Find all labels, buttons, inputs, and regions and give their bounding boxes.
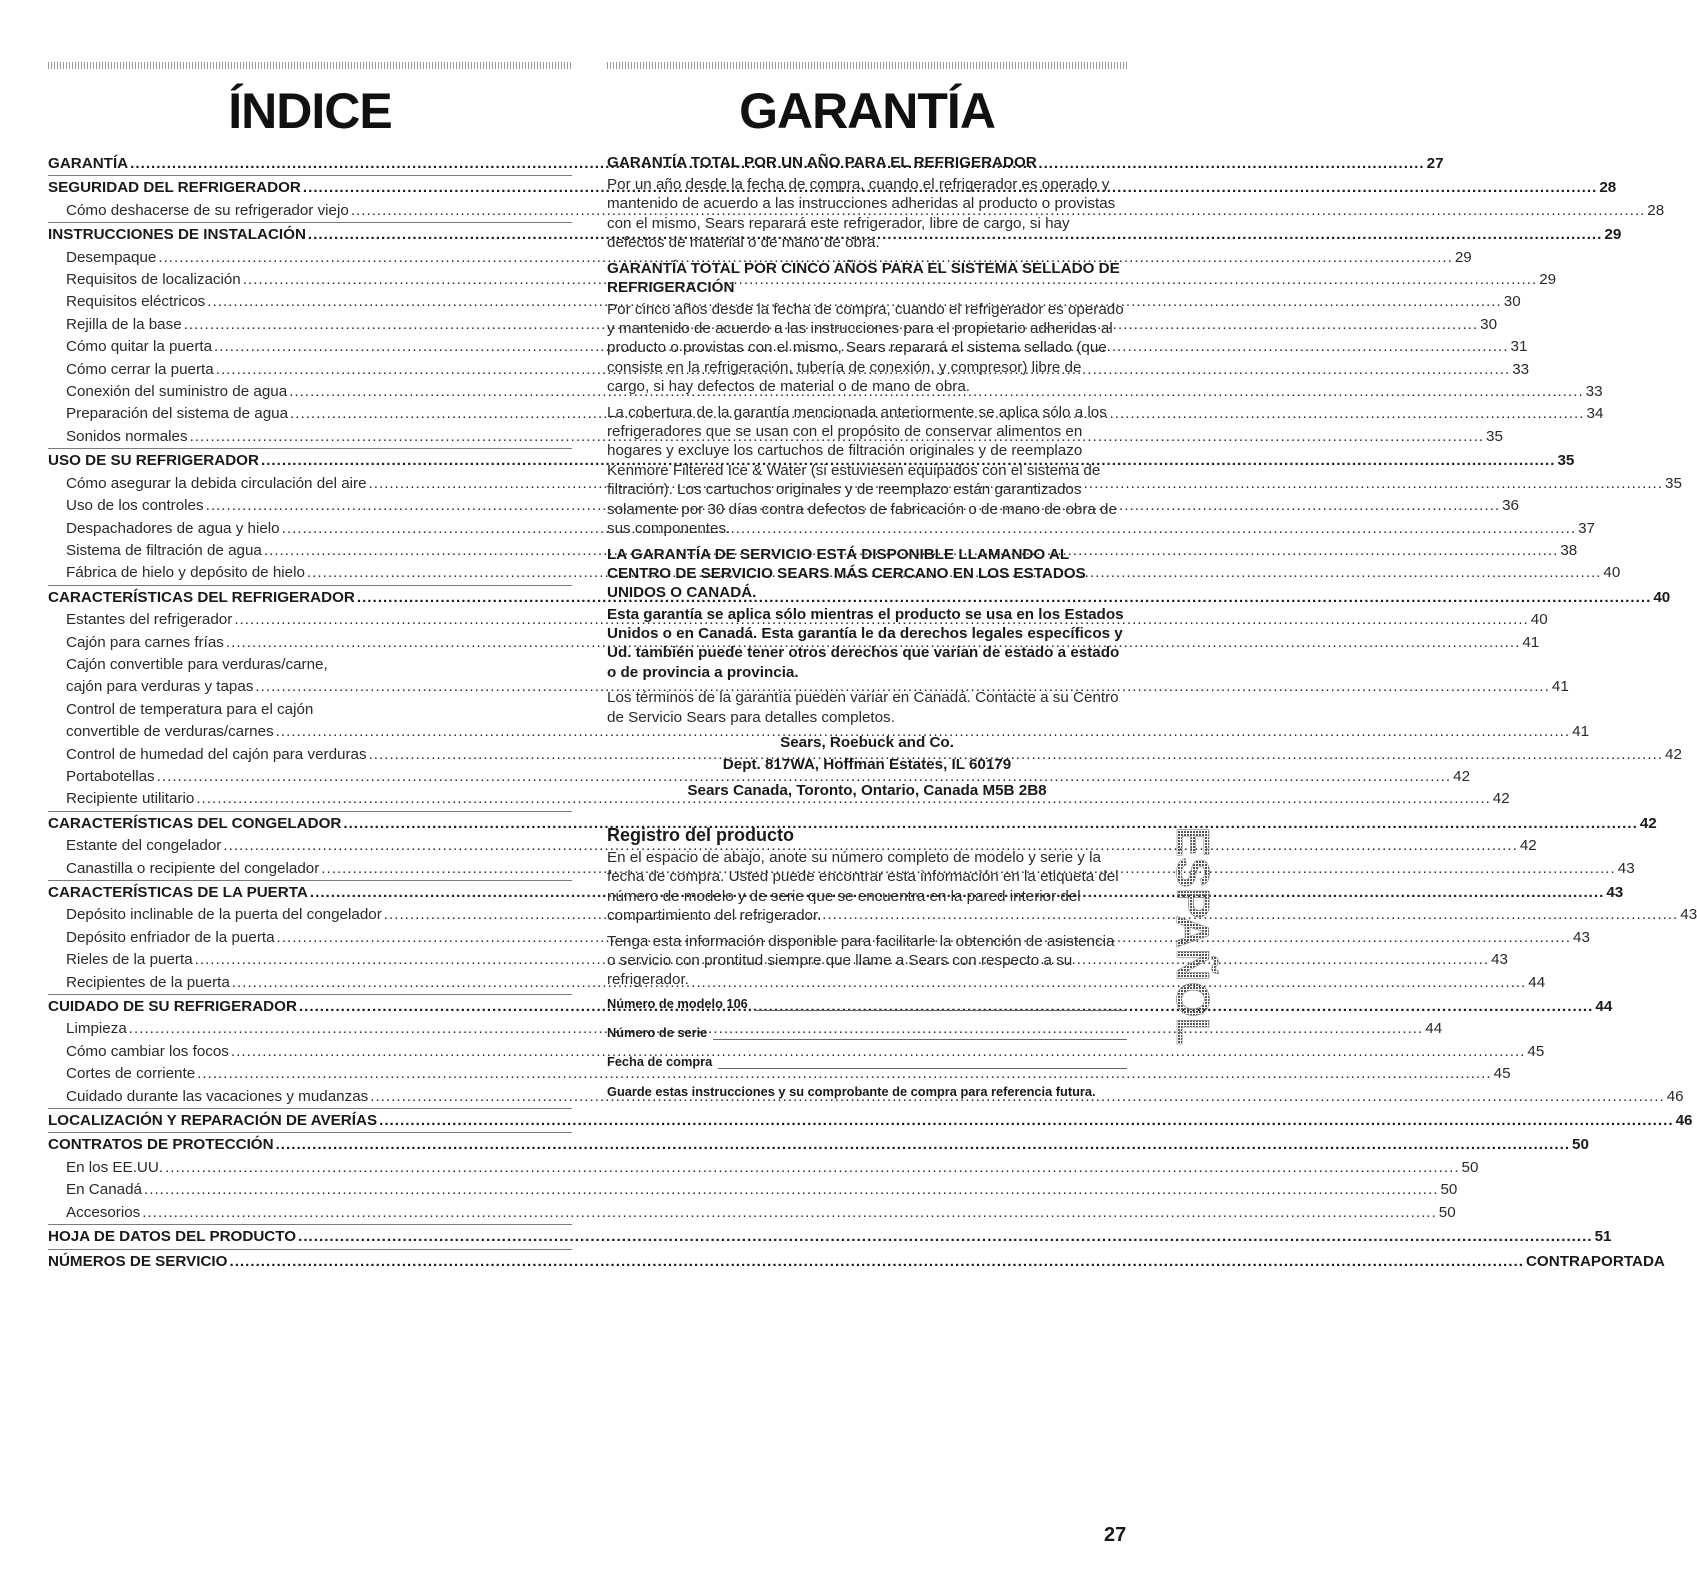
toc-entry-page: 40 (1603, 564, 1621, 582)
toc-entry-label: Control de temperatura para el cajón (66, 700, 314, 718)
toc-entry-page: 35 (1557, 452, 1575, 470)
purchase-date-field (607, 1054, 1127, 1069)
toc-subsection-entry (48, 835, 1537, 857)
toc-entry-page: 30 (1480, 315, 1498, 333)
toc-entry-label: Sonidos normales (66, 427, 188, 445)
language-tab-graphic (1144, 812, 1219, 1060)
toc-entry-label: CARACTERÍSTICAS DEL REFRIGERADOR (48, 588, 355, 606)
toc-entry-label: Accesorios (66, 1203, 141, 1221)
toc-section-entry (48, 222, 1622, 246)
toc-entry-label: Cajón convertible para verduras/carne, (66, 655, 328, 673)
language-tab-label: ESPAÑOL (1167, 826, 1219, 1046)
toc-subsection-entry (48, 473, 1682, 495)
toc-entry-label: Fábrica de hielo y depósito de hielo (66, 564, 305, 582)
toc-subsection-entry (48, 676, 1569, 698)
toc-entry-page: 35 (1486, 427, 1503, 445)
toc-entry-label: Despachadores de agua y hielo (66, 519, 280, 537)
toc-subsection-entry (48, 518, 1595, 540)
toc-entry-label: CARACTERÍSTICAS DEL CONGELADOR (48, 814, 342, 832)
registration-paragraph: En el espacio de abajo, anote su número completo de modelo y serie y la fecha de compra. Usted puede encontrar esta información en la etiqueta del número de modelo y de serie que se encuentra en la pared interior del compartimiento del refrigerador. (607, 848, 1119, 925)
toc-entry-label: Conexión del suministro de agua (66, 383, 288, 401)
toc-subsection-entry (48, 632, 1540, 654)
toc-section-entry (48, 1224, 1612, 1248)
toc-leader-dots (298, 1226, 1592, 1248)
toc-subsection-entry (48, 904, 1697, 926)
toc-subsection-entry (48, 381, 1603, 403)
toc-entry-label: Estantes del refrigerador (66, 611, 233, 629)
toc-entry-page: 46 (1675, 1112, 1693, 1130)
toc-entry-label: Rejilla de la base (66, 315, 182, 333)
toc-entry-label: Control de humedad del cajón para verduras (66, 745, 367, 763)
toc-subsection-entry (48, 247, 1472, 269)
toc-entry-label: convertible de verduras/carnes (66, 723, 274, 741)
toc-entry-page: 41 (1522, 633, 1540, 651)
toc-entry-page: 41 (1572, 723, 1590, 741)
toc-entry-label: Cómo asegurar la debida circulación del aire (66, 474, 367, 492)
purchase-date-line[interactable] (718, 1056, 1127, 1069)
toc-entry-label: Cómo deshacerse de su refrigerador viejo (66, 201, 349, 219)
serial-number-field (607, 1025, 1127, 1040)
toc-subsection-entry (48, 609, 1548, 631)
header-rule (48, 62, 572, 69)
toc-entry-label: Cómo cambiar los focos (66, 1042, 229, 1060)
toc-subsection-entry (48, 540, 1578, 562)
toc-entry-label: Cómo cerrar la puerta (66, 360, 214, 378)
warranty-heading: LA GARANTÍA DE SERVICIO ESTÁ DISPONIBLE LLAMANDO AL CENTRO DE SERVICIO SEARS MÁS CERCANO EN LOS ESTADOS UNIDOS O CANADÁ. (607, 545, 1086, 601)
warranty-section (607, 62, 1127, 1100)
toc-subsection-entry (48, 1179, 1458, 1201)
toc-entry-page: 44 (1528, 973, 1546, 991)
toc-entry-page: 46 (1666, 1087, 1684, 1105)
toc-entry-label: LOCALIZACIÓN Y REPARACIÓN DE AVERÍAS (48, 1112, 378, 1130)
toc-entry-label: Limpieza (66, 1020, 127, 1038)
toc-subsection-entry (48, 1063, 1511, 1085)
warranty-paragraph: Por cinco años desde la fecha de compra, cuando el refrigerador es operado y mantenido de acuerdo a las instrucciones para el propietario adheridas al producto o provistas con el mismo, Sears reparará el sistema sellado (que consiste en la refrigeración, tubería de conexión, y compresor) libre de cargo, si hay defectos de material o de mano de obra. (607, 300, 1124, 396)
toc-entry-page: 43 (1606, 884, 1624, 901)
serial-number-line[interactable] (713, 1027, 1127, 1040)
toc-leader-dots (144, 1179, 1438, 1201)
toc-entry-label: Estante del congelador (66, 837, 222, 855)
keep-instructions-note: Guarde estas instrucciones y su comprobante de compra para referencia futura. (607, 1083, 1096, 1099)
toc-entry-label: cajón para verduras y tapas (66, 678, 254, 696)
toc-entry-page: 42 (1665, 745, 1682, 763)
toc-subsection-entry (48, 336, 1528, 358)
address-line: Sears, Roebuck and Co. (780, 733, 954, 751)
toc-section-entry (48, 175, 1617, 199)
toc-entry-label: Cuidado durante las vacaciones y mudanzas (66, 1087, 369, 1105)
toc-entry-page: 44 (1425, 1020, 1443, 1038)
toc-subsection-entry (48, 1157, 1479, 1179)
toc-subsection-entry (48, 1202, 1456, 1224)
toc-subsection-entry (48, 699, 572, 721)
toc-subsection-entry (48, 927, 1590, 949)
warranty-title: GARANTÍA (739, 83, 995, 139)
toc-section-entry (48, 1249, 1665, 1273)
toc-entry-page: 43 (1680, 906, 1697, 924)
toc-entry-label: Cortes de corriente (66, 1065, 196, 1083)
sears-address (607, 733, 1127, 801)
toc-entry-page: 38 (1560, 541, 1578, 559)
toc-entry-page: 28 (1599, 179, 1617, 197)
toc-entry-page: 29 (1604, 226, 1622, 244)
toc-entry-page: 27 (1426, 155, 1444, 172)
toc-entry-label: Uso de los controles (66, 497, 204, 515)
toc-entry-label: Preparación del sistema de agua (66, 405, 289, 423)
toc-entry-page: 31 (1510, 338, 1528, 356)
toc-subsection-entry (48, 426, 1503, 448)
toc-entry-page: 41 (1551, 678, 1569, 696)
toc-subsection-entry (48, 403, 1604, 425)
address-line: Sears Canada, Toronto, Ontario, Canada M5B 2B8 (687, 781, 1047, 799)
toc-entry-page: 44 (1595, 998, 1613, 1016)
toc-entry-label: Depósito inclinable de la puerta del congelador (66, 906, 382, 924)
toc-entry-label: En Canadá (66, 1181, 142, 1199)
toc-entry-label: Portabotellas (66, 767, 155, 785)
toc-entry-page: 45 (1527, 1042, 1545, 1060)
toc-entry-label: Depósito enfriador de la puerta (66, 928, 275, 946)
warranty-paragraph: La cobertura de la garantía mencionada anteriormente se aplica sólo a los refrigeradores que se usan con el propósito de conservar alimentos en hogares y excluye los cartuchos de filtración originales y de reemplazo Kenmore Filtered Ice & Water (si estuviesen equipados con el sistema de filtración). Los cartuchos originales y de reemplazo están garantizados solamente por 30 días contra defectos de fabricación o de mano de obra de sus componentes. (607, 403, 1117, 538)
toc-subsection-entry (48, 562, 1621, 584)
toc-entry-page: 50 (1572, 1136, 1589, 1154)
toc-entry-label: HOJA DE DATOS DEL PRODUCTO (48, 1228, 297, 1246)
toc-subsection-entry (48, 654, 572, 676)
header-rule (607, 62, 1127, 69)
toc-entry-label: USO DE SU REFRIGERADOR (48, 452, 259, 470)
registration-paragraph: Tenga esta información disponible para facilitarle la obtención de asistencia o servicio con prontitud siempre que llame a Sears con respecto a su refrigerador. (607, 932, 1115, 989)
toc-entry-page: 42 (1519, 837, 1537, 855)
toc-entry-page: 33 (1585, 383, 1603, 401)
toc-leader-dots (142, 1202, 1436, 1224)
toc-entry-label: Cajón para carnes frías (66, 633, 224, 651)
toc-entry-label: Canastilla o recipiente del congelador (66, 859, 320, 877)
toc-entry-label: Requisitos eléctricos (66, 293, 206, 311)
toc-entry-label: NÚMEROS DE SERVICIO (48, 1252, 228, 1270)
toc-entry-page: 42 (1453, 767, 1471, 785)
model-number-field (607, 996, 1127, 1011)
toc-leader-dots (229, 1251, 1523, 1273)
toc-entry-label: Cómo quitar la puerta (66, 338, 213, 356)
toc-leader-dots (276, 1134, 1570, 1156)
toc-entry-label: CONTRATOS DE PROTECCIÓN (48, 1136, 274, 1154)
toc-entry-page: 35 (1665, 474, 1682, 492)
toc-entry-page: 37 (1578, 519, 1595, 537)
toc-subsection-entry (48, 200, 1665, 222)
toc-subsection-entry (48, 972, 1546, 994)
toc-entry-label: INSTRUCCIONES DE INSTALACIÓN (48, 226, 306, 244)
toc-leader-dots (379, 1110, 1673, 1132)
toc-entry-page: 50 (1461, 1158, 1479, 1176)
toc-entry-page: 29 (1454, 248, 1472, 266)
toc-entry-page: 40 (1530, 611, 1548, 629)
toc-entry-page: 30 (1503, 293, 1521, 311)
toc-entry-label: Recipiente utilitario (66, 790, 195, 808)
toc-entry-label: GARANTÍA (48, 155, 129, 172)
toc-entry-label: CARACTERÍSTICAS DE LA PUERTA (48, 884, 308, 901)
toc-entry-label: En los EE.UU. (66, 1158, 164, 1176)
toc-subsection-entry (48, 359, 1530, 381)
warranty-heading: GARANTÍA TOTAL POR UN AÑO PARA EL REFRIGERADOR (607, 154, 1037, 171)
toc-section-entry (48, 1108, 1693, 1132)
toc-entry-page: 36 (1502, 497, 1519, 515)
toc-entry-page: 50 (1438, 1203, 1456, 1221)
warranty-body (607, 153, 1127, 727)
toc-entry-label: Sistema de filtración de agua (66, 541, 262, 559)
toc-subsection-entry (48, 766, 1471, 788)
toc-entry-label: Requisitos de localización (66, 271, 241, 289)
model-number-line[interactable] (754, 998, 1127, 1011)
toc-section-entry (48, 448, 1575, 472)
warranty-paragraph: Los términos de la garantía pueden variar en Canadá. Contacte a su Centro de Servicio Sears para detalles completos. (607, 689, 1119, 726)
toc-entry-label: Desempaque (66, 248, 157, 266)
toc-entry-label: Rieles de la puerta (66, 951, 193, 969)
warranty-paragraph: Esta garantía se aplica sólo mientras el producto se usa en los Estados Unidos o en Canadá. Esta garantía le da derechos legales específicos y Ud. también puede tener otros derechos que varían de estado a estado o de provincia a provincia. (607, 605, 1124, 681)
toc-entry-page: 42 (1492, 790, 1510, 808)
toc-subsection-entry (48, 949, 1509, 971)
serial-number-label: Número de serie (607, 1024, 708, 1040)
toc-section-entry (48, 1132, 1589, 1156)
purchase-date-label: Fecha de compra (607, 1053, 713, 1069)
address-line: Dept. 817WA, Hoffman Estates, IL 60179 (722, 755, 1012, 773)
toc-entry-page: 51 (1594, 1228, 1612, 1246)
toc-entry-label: SEGURIDAD DEL REFRIGERADOR (48, 179, 301, 197)
toc-entry-page: 43 (1491, 951, 1509, 969)
toc-entry-page: 50 (1440, 1181, 1458, 1199)
toc-entry-page: CONTRAPORTADA (1525, 1252, 1665, 1270)
toc-entry-page: 34 (1586, 405, 1604, 423)
toc-entry-page: 43 (1617, 859, 1635, 877)
model-number-label: Número de modelo 106 (607, 995, 748, 1011)
toc-subsection-entry (48, 291, 1521, 313)
toc-entry-page: 29 (1539, 271, 1557, 289)
toc-entry-page: 28 (1647, 201, 1665, 219)
toc-section-entry (48, 880, 1624, 904)
toc-entry-page: 40 (1653, 588, 1671, 606)
toc-entry-page: 42 (1639, 814, 1657, 832)
warranty-heading: GARANTÍA TOTAL POR CINCO AÑOS PARA EL SISTEMA SELLADO DE REFRIGERACIÓN (607, 259, 1120, 296)
toc-subsection-entry (48, 495, 1519, 517)
language-side-tab (1144, 812, 1219, 1060)
toc-entry-label: CUIDADO DE SU REFRIGERADOR (48, 998, 297, 1016)
toc-subsection-entry (48, 858, 1635, 880)
toc-entry-label: Recipientes de la puerta (66, 973, 230, 991)
toc-entry-page: 33 (1512, 360, 1530, 378)
toc-subsection-entry (48, 314, 1498, 336)
toc-entry-page: 45 (1493, 1065, 1511, 1083)
toc-entry-page: 43 (1573, 928, 1590, 946)
toc-leader-dots (165, 1157, 1459, 1179)
toc-section-entry (48, 585, 1671, 609)
toc-title: ÍNDICE (228, 83, 392, 139)
warranty-paragraph: Por un año desde la fecha de compra, cuando el refrigerador es operado y mantenido de acuerdo a las instrucciones adheridas al producto o provistas con el mismo, Sears reparará este refrigerador, libre de cargo, si hay defectos de material o de mano de obra. (607, 176, 1116, 252)
registration-title: Registro del producto (607, 824, 795, 845)
page-number: 27 (1104, 1524, 1127, 1546)
